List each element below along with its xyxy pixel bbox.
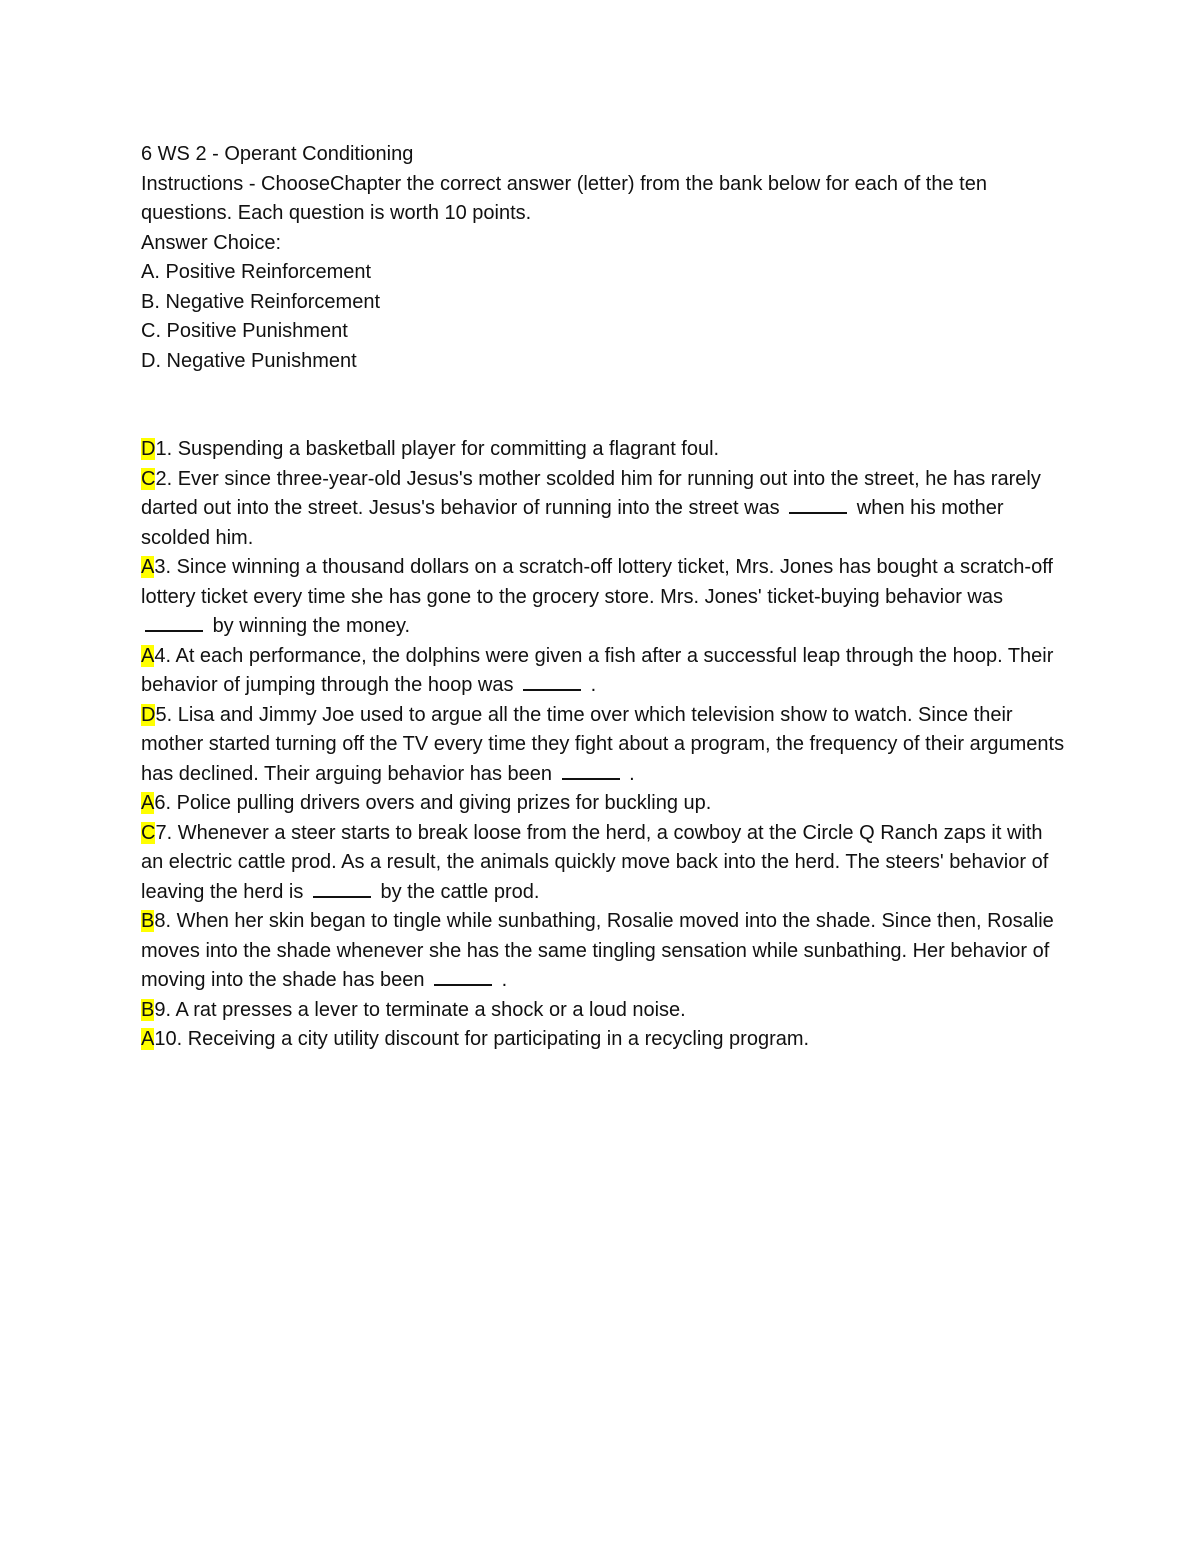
answer-highlight: A <box>141 644 155 667</box>
answer-highlight: D <box>141 703 156 726</box>
choice-c: C. Positive Punishment <box>141 320 348 342</box>
answer-blank <box>562 776 620 780</box>
question-3 <box>141 553 1066 642</box>
answer-highlight: A <box>141 556 155 578</box>
choice-b: B. Negative Reinforcement <box>141 290 381 313</box>
worksheet-body <box>141 140 1066 1055</box>
question-text: 2. Ever since three-year-old Jesus's mother scolded him for running out into the street, he has rarely darted out into the street. Jesus's behavior of running into the street was <box>141 467 1041 519</box>
question-text-after: by the cattle prod. <box>380 880 540 903</box>
question-text: 4. At each performance, the dolphins were given a fish after a successful leap through the hoop. Their behavior of jumping through the hoop was <box>141 644 1054 696</box>
question-text-after: . <box>501 969 508 991</box>
answer-choice-heading: Answer Choice: <box>141 231 282 254</box>
question-text: 8. When her skin began to tingle while sunbathing, Rosalie moved into the shade. Since then, Rosalie moves into the shade whenever she has the same tingling sensation while sunbathing. Her behavior of moving into the shade has been <box>141 910 1054 991</box>
question-text-after: by winning the money. <box>212 615 411 637</box>
answer-highlight: B <box>141 910 155 932</box>
answer-blank <box>523 687 581 691</box>
answer-blank <box>313 894 371 898</box>
answer-highlight: C <box>141 821 156 844</box>
question-10 <box>141 1025 1066 1055</box>
question-5 <box>141 701 1066 790</box>
choice-a: A. Positive Reinforcement <box>141 261 372 283</box>
answer-highlight: A <box>141 792 155 814</box>
question-7 <box>141 819 1066 908</box>
question-text: 6. Police pulling drivers overs and giving prizes for buckling up. <box>154 792 712 814</box>
question-4 <box>141 642 1066 701</box>
answer-blank <box>145 628 203 632</box>
answer-highlight: C <box>141 467 156 490</box>
answer-highlight: B <box>141 998 155 1021</box>
question-text-after: . <box>629 762 635 785</box>
answer-highlight: D <box>141 438 156 460</box>
question-text: 1. Suspending a basketball player for committing a flagrant foul. <box>155 438 720 460</box>
answer-blank <box>434 982 492 986</box>
choice-d: D. Negative Punishment <box>141 349 357 372</box>
spacer <box>141 376 1066 435</box>
question-9 <box>141 996 1066 1026</box>
question-text-after: . <box>590 674 597 696</box>
question-text: 3. Since winning a thousand dollars on a scratch-off lottery ticket, Mrs. Jones has bought a scratch-off lottery ticket every time she has gone to the grocery store. Mrs. Jones' ticket-buying behavior was <box>141 556 1053 608</box>
answer-highlight: A <box>141 1028 155 1050</box>
question-text-after: when his mother scolded him. <box>141 497 1004 549</box>
answer-blank <box>789 510 847 514</box>
question-1 <box>141 435 1066 465</box>
question-text: 9. A rat presses a lever to terminate a shock or a loud noise. <box>154 998 686 1021</box>
question-6 <box>141 789 1066 819</box>
question-text: 7. Whenever a steer starts to break loose from the herd, a cowboy at the Circle Q Ranch zaps it with an electric cattle prod. As a result, the animals quickly move back into the herd. The steers' behavior of leaving the herd is <box>141 821 1049 903</box>
question-text: 5. Lisa and Jimmy Joe used to argue all the time over which television show to watch. Since their mother started turning off the TV every time they fight about a program, the frequency of their arguments has declined. Their arguing behavior has been <box>141 703 1065 785</box>
question-2 <box>141 465 1066 554</box>
question-8 <box>141 907 1066 996</box>
instructions-text: Instructions - ChooseChapter the correct answer (letter) from the bank below for each of the ten questions. Each question is worth 10 points. <box>141 172 987 224</box>
worksheet-title: 6 WS 2 - Operant Conditioning <box>141 143 414 165</box>
question-text: 10. Receiving a city utility discount for participating in a recycling program. <box>154 1028 810 1050</box>
